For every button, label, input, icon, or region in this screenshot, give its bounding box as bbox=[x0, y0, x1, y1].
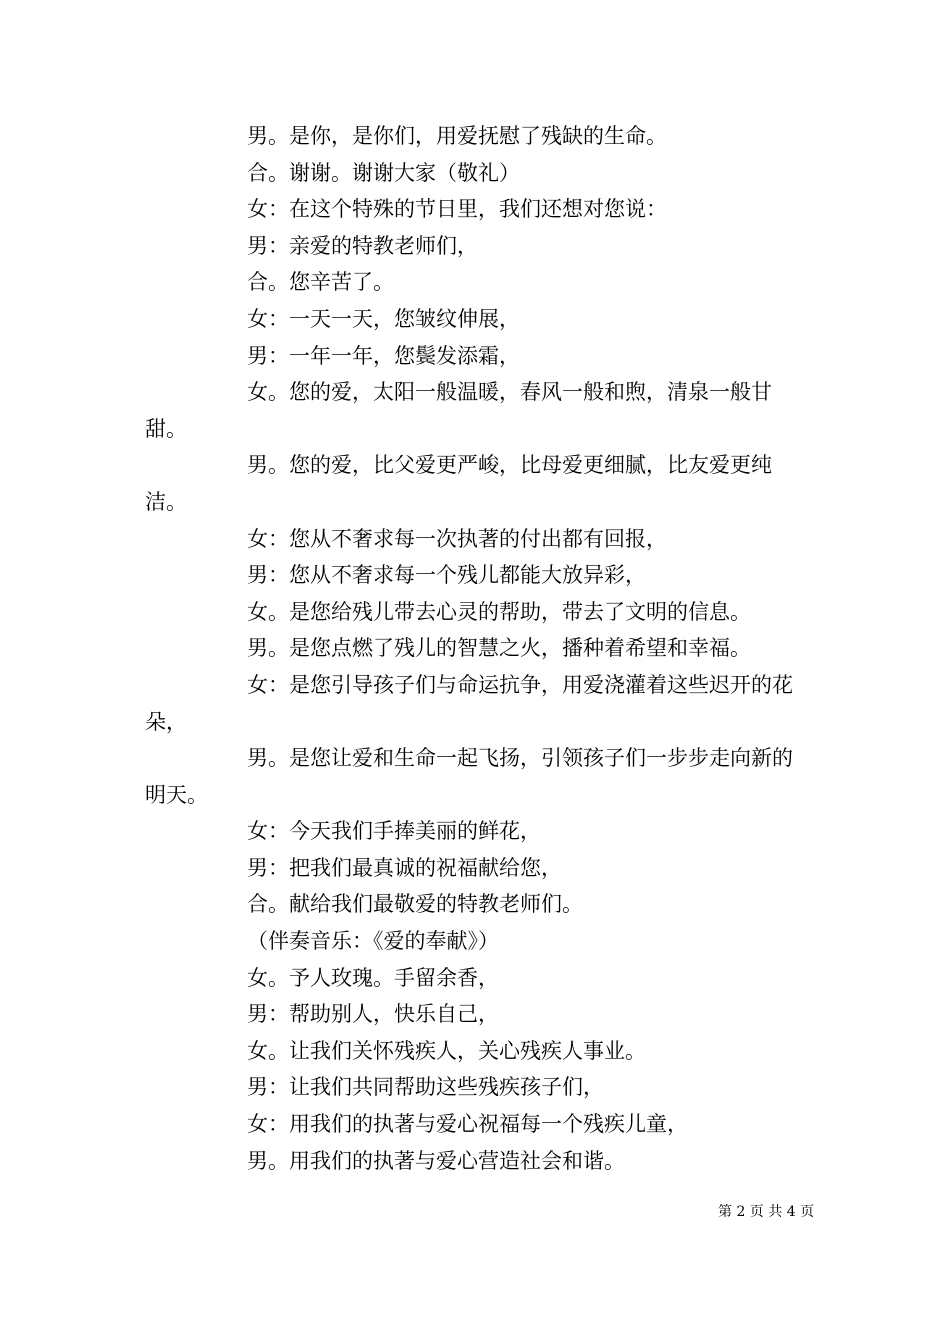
paragraph: 男：帮助别人，快乐自己， bbox=[247, 1002, 499, 1027]
paragraph: 男：让我们共同帮助这些残疾孩子们， bbox=[247, 1075, 604, 1100]
paragraph: 男。是您让爱和生命一起飞扬，引领孩子们一步步走向新的明天。 bbox=[145, 746, 793, 807]
paragraph: 合。献给我们最敬爱的特教老师们。 bbox=[247, 892, 583, 917]
paragraph: 合。谢谢。谢谢大家（敬礼） bbox=[247, 160, 520, 185]
document-body bbox=[145, 118, 807, 1179]
paragraph: 女：是您引导孩子们与命运抗争，用爱浇灌着这些迟开的花朵， bbox=[145, 672, 793, 734]
page-number-footer: 第 2 页 共 4 页 bbox=[718, 1204, 815, 1220]
paragraph: 女：用我们的执著与爱心祝福每一个残疾儿童， bbox=[247, 1112, 688, 1137]
paragraph: 女。是您给残儿带去心灵的帮助，带去了文明的信息。 bbox=[247, 599, 751, 624]
paragraph: 女：一天一天，您皱纹伸展， bbox=[247, 306, 520, 331]
paragraph: 男：您从不奢求每一个残儿都能大放异彩， bbox=[247, 563, 646, 588]
paragraph: 女：今天我们手捧美丽的鲜花， bbox=[247, 819, 541, 844]
paragraph: 男。您的爱，比父爱更严峻，比母爱更细腻，比友爱更纯洁。 bbox=[145, 453, 772, 514]
paragraph: 女：在这个特殊的节日里，我们还想对您说： bbox=[247, 197, 667, 222]
paragraph: 男。是你，是你们，用爱抚慰了残缺的生命。 bbox=[247, 124, 667, 148]
paragraph: 男：亲爱的特教老师们， bbox=[247, 233, 478, 258]
paragraph: 女。予人玫瑰。手留余香， bbox=[247, 965, 499, 990]
paragraph: 男：把我们最真诚的祝福献给您， bbox=[247, 855, 562, 880]
paragraph: 男。是您点燃了残儿的智慧之火，播种着希望和幸福。 bbox=[247, 636, 751, 661]
paragraph: 男。用我们的执著与爱心营造社会和谐。 bbox=[247, 1148, 625, 1173]
paragraph: 男：一年一年，您鬓发添霜， bbox=[247, 343, 520, 368]
paragraph: 女。让我们关怀残疾人，关心残疾人事业。 bbox=[247, 1038, 646, 1063]
paragraph: 女。您的爱，太阳一般温暖，春风一般和煦，清泉一般甘甜。 bbox=[145, 380, 772, 441]
paragraph: 合。您辛苦了。 bbox=[247, 270, 394, 295]
paragraph: （伴奏音乐：《爱的奉献》） bbox=[247, 929, 499, 954]
paragraph: 女：您从不奢求每一次执著的付出都有回报， bbox=[247, 526, 667, 551]
